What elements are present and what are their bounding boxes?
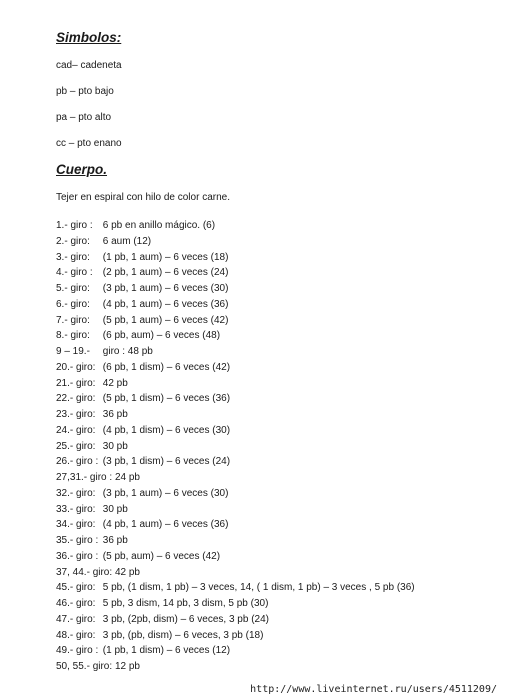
row-instruction: (5 pb, aum) – 6 veces (42)	[102, 550, 221, 562]
row-label: 48.- giro:	[56, 629, 96, 641]
row-instruction: (6 pb, aum) – 6 veces (48)	[102, 330, 221, 342]
row-label: 34.- giro:	[56, 519, 96, 531]
row-instruction: 12 pb	[114, 661, 140, 672]
row-instruction: (2 pb, 1 aum) – 6 veces (24)	[102, 267, 229, 279]
row-label: 4.- giro :	[56, 267, 93, 279]
row-instruction: giro : 48 pb	[102, 346, 153, 357]
row-label: 3.- giro:	[56, 251, 90, 263]
instruction-row	[56, 517, 496, 533]
instruction-row	[56, 328, 496, 344]
row-instruction: (5 pb, 1 dism) – 6 veces (36)	[102, 393, 231, 405]
row-label: 47.- giro:	[56, 613, 96, 625]
row-label: 2.- giro:	[56, 235, 90, 247]
instruction-row	[56, 439, 496, 455]
row-label: 23.- giro:	[56, 409, 96, 420]
instruction-row	[56, 628, 496, 644]
instruction-row	[56, 549, 496, 565]
row-instruction: 5 pb, (1 dism, 1 pb) – 3 veces, 14, ( 1 dism, 1 pb) – 3 veces , 5 pb (36)	[102, 582, 415, 594]
row-label: 33.- giro:	[56, 503, 96, 515]
row-label: 26.- giro :	[56, 456, 99, 468]
row-instruction: 6 pb en anillo mágico. (6)	[102, 220, 216, 231]
row-instruction: (3 pb, 1 dism) – 6 veces (24)	[102, 456, 231, 468]
instruction-list	[56, 218, 496, 675]
row-label: 49.- giro :	[56, 645, 99, 657]
instruction-row	[56, 391, 496, 407]
row-instruction: (4 pb, 1 aum) – 6 veces (36)	[102, 298, 229, 310]
row-instruction: 5 pb, 3 dism, 14 pb, 3 dism, 5 pb (30)	[102, 598, 269, 609]
row-label: 25.- giro:	[56, 440, 96, 452]
row-label: 22.- giro:	[56, 393, 96, 405]
instruction-row	[56, 454, 496, 470]
row-instruction: (5 pb, 1 aum) – 6 veces (42)	[102, 314, 229, 326]
row-label: 21.- giro:	[56, 377, 96, 389]
symbol-cad: cad– cadeneta	[56, 60, 122, 71]
row-instruction: 36 pb	[102, 409, 128, 420]
instruction-row	[56, 502, 496, 518]
instruction-row	[56, 533, 496, 549]
row-label: 36.- giro :	[56, 550, 99, 562]
instruction-row	[56, 313, 496, 329]
symbol-pb: pb – pto bajo	[56, 86, 114, 97]
row-instruction: 3 pb, (2pb, dism) – 6 veces, 3 pb (24)	[102, 613, 269, 625]
row-label: 50, 55.- giro:	[56, 661, 113, 672]
row-label: 5.- giro:	[56, 283, 90, 294]
row-label: 37, 44.- giro:	[56, 566, 113, 578]
row-instruction: 30 pb	[102, 440, 128, 452]
body-intro: Tejer en espiral con hilo de color carne.	[56, 192, 230, 203]
instruction-row	[56, 659, 496, 675]
symbol-pa: pa – pto alto	[56, 112, 112, 123]
row-instruction: 42 pb	[114, 566, 140, 578]
instruction-row	[56, 486, 496, 502]
row-label: 32.- giro:	[56, 487, 96, 499]
row-instruction: 3 pb, (pb, dism) – 6 veces, 3 pb (18)	[102, 629, 264, 641]
row-label: 1.- giro :	[56, 220, 93, 231]
instruction-row	[56, 376, 496, 392]
source-url-watermark: http://www.liveinternet.ru/users/4511209/	[250, 684, 497, 695]
instruction-row	[56, 470, 496, 486]
instruction-row	[56, 565, 496, 581]
instruction-row	[56, 234, 496, 250]
row-instruction: (1 pb, 1 dism) – 6 veces (12)	[102, 645, 231, 657]
body-heading: Cuerpo.	[56, 162, 108, 177]
row-label: 46.- giro:	[56, 598, 96, 609]
instruction-row	[56, 612, 496, 628]
instruction-row	[56, 297, 496, 313]
row-label: 9 – 19.-	[56, 346, 90, 357]
instruction-row	[56, 344, 496, 360]
instruction-row	[56, 218, 496, 234]
row-instruction: (6 pb, 1 dism) – 6 veces (42)	[102, 361, 231, 373]
row-label: 20.- giro:	[56, 361, 96, 373]
row-label: 27,31.- giro :	[56, 472, 113, 483]
row-label: 7.- giro:	[56, 314, 90, 326]
row-instruction: 30 pb	[102, 503, 128, 515]
instruction-row	[56, 596, 496, 612]
instruction-row	[56, 265, 496, 281]
row-label: 8.- giro:	[56, 330, 90, 342]
row-instruction: (3 pb, 1 aum) – 6 veces (30)	[102, 283, 229, 294]
row-label: 24.- giro:	[56, 424, 96, 436]
instruction-row	[56, 360, 496, 376]
symbol-cc: cc – pto enano	[56, 138, 122, 149]
instruction-row	[56, 643, 496, 659]
instruction-row	[56, 250, 496, 266]
instruction-row	[56, 281, 496, 297]
row-instruction: (4 pb, 1 aum) – 6 veces (36)	[102, 519, 229, 531]
row-instruction: (1 pb, 1 aum) – 6 veces (18)	[102, 251, 229, 263]
row-instruction: (4 pb, 1 dism) – 6 veces (30)	[102, 424, 231, 436]
instruction-row	[56, 423, 496, 439]
instruction-row	[56, 580, 496, 596]
row-instruction: 6 aum (12)	[102, 235, 152, 247]
row-label: 45.- giro:	[56, 582, 96, 594]
row-label: 6.- giro:	[56, 298, 90, 310]
row-instruction: 42 pb	[102, 377, 128, 389]
symbols-heading: Simbolos:	[56, 30, 122, 45]
row-instruction: (3 pb, 1 aum) – 6 veces (30)	[102, 487, 229, 499]
row-instruction: 36 pb	[102, 535, 128, 546]
row-label: 35.- giro :	[56, 535, 99, 546]
row-instruction: 24 pb	[114, 472, 140, 483]
instruction-row	[56, 407, 496, 423]
